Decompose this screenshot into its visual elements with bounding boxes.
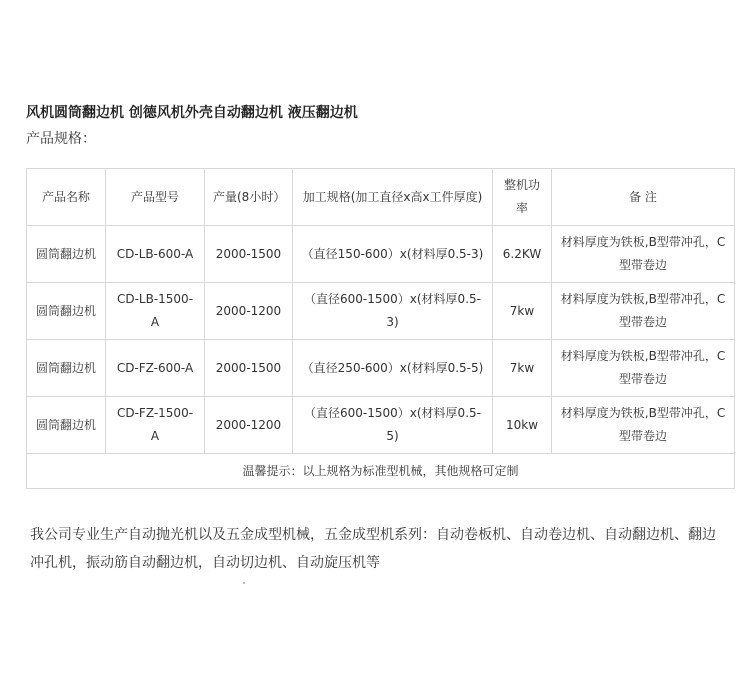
cell-power: 7kw [493, 283, 552, 340]
cell-model: CD-LB-600-A [106, 226, 205, 283]
cell-spec: （直径150-600）x(材料厚0.5-3) [293, 226, 493, 283]
header-model: 产品型号 [106, 169, 205, 226]
cell-model: CD-FZ-600-A [106, 340, 205, 397]
cell-output: 2000-1500 [205, 226, 293, 283]
cell-remarks: 材料厚度为铁板,B型带冲孔，C型带卷边 [552, 226, 735, 283]
table-row [27, 283, 735, 340]
table-row [27, 340, 735, 397]
spec-section-label: 产品规格： [26, 131, 96, 147]
spec-table [26, 168, 735, 489]
cell-output: 2000-1200 [205, 397, 293, 454]
table-note: 温馨提示：以上规格为标准型机械，其他规格可定制 [27, 454, 735, 489]
company-description: 我公司专业生产自动抛光机以及五金成型机械，五金成型机系列：自动卷板机、自动卷边机、自动翻边机、翻边冲孔机，振动筋自动翻边机，自动切边机、自动旋压机等 [30, 527, 716, 571]
cell-model: CD-FZ-1500-A [106, 397, 205, 454]
header-spec: 加工规格(加工直径x高x工件厚度) [293, 169, 493, 226]
decorative-dot [243, 582, 245, 584]
header-power: 整机功率 [493, 169, 552, 226]
cell-spec: （直径600-1500）x(材料厚0.5-5) [293, 397, 493, 454]
cell-power: 7kw [493, 340, 552, 397]
cell-spec: （直径250-600）x(材料厚0.5-5) [293, 340, 493, 397]
table-row [27, 397, 735, 454]
cell-remarks: 材料厚度为铁板,B型带冲孔，C型带卷边 [552, 340, 735, 397]
table-header-row [27, 169, 735, 226]
cell-remarks: 材料厚度为铁板,B型带冲孔，C型带卷边 [552, 397, 735, 454]
table-note-row [27, 454, 735, 489]
cell-model: CD-LB-1500-A [106, 283, 205, 340]
cell-product-name: 圆筒翻边机 [27, 283, 106, 340]
cell-product-name: 圆筒翻边机 [27, 397, 106, 454]
cell-power: 6.2KW [493, 226, 552, 283]
cell-output: 2000-1200 [205, 283, 293, 340]
table-row [27, 226, 735, 283]
header-remarks: 备 注 [552, 169, 735, 226]
page-title: 风机圆筒翻边机 创德风机外壳自动翻边机 液压翻边机 [26, 105, 358, 121]
cell-remarks: 材料厚度为铁板,B型带冲孔，C型带卷边 [552, 283, 735, 340]
cell-spec: （直径600-1500）x(材料厚0.5-3) [293, 283, 493, 340]
cell-product-name: 圆筒翻边机 [27, 226, 106, 283]
header-output: 产量(8小时） [205, 169, 293, 226]
cell-power: 10kw [493, 397, 552, 454]
header-product-name: 产品名称 [27, 169, 106, 226]
cell-output: 2000-1500 [205, 340, 293, 397]
cell-product-name: 圆筒翻边机 [27, 340, 106, 397]
